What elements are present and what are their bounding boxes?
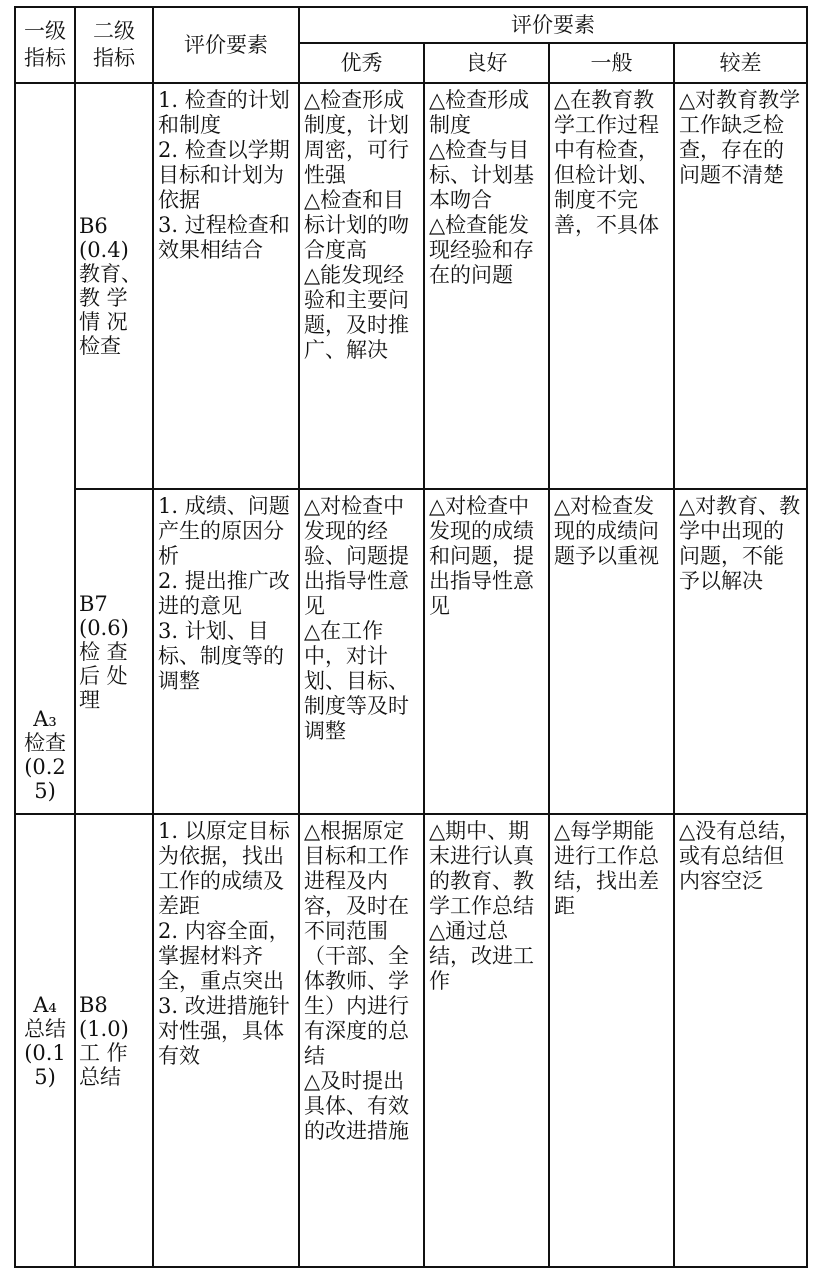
b7-code: B7 [79, 591, 108, 616]
b6-name-4: 检查 [79, 334, 121, 358]
b8-name-1: 工 作 [79, 1040, 128, 1065]
b6-excellent-1: △检查形成制度，计划周密，可行性强 [304, 88, 409, 187]
b7-poor [674, 489, 807, 814]
level1-a4-weight: (0.15) [24, 1040, 66, 1089]
b6-fair-1: △在教育教学工作过程中有检查，但检计划、制度不完善，不具体 [554, 88, 659, 237]
b6-weight: (0.4) [79, 238, 129, 262]
b8-good-2: △通过总结，改进工作 [429, 919, 534, 993]
b6-good-2: △检查与目标、计划基本吻合 [429, 138, 534, 212]
b8-excellent-1: △根据原定目标和工作进程及内容，及时在不同范围（干部、全体教师、学生）内进行有深度的总结 [304, 819, 409, 1068]
header-level2 [75, 7, 153, 83]
level2-b7 [75, 489, 153, 814]
b6-poor [674, 83, 807, 489]
b6-element-2: 2. 检查以学期目标和计划为依据 [158, 138, 290, 212]
header-grade-fair: 一般 [549, 43, 674, 83]
b8-good [424, 814, 549, 1267]
b6-elements [153, 83, 299, 489]
b8-element-2: 2. 内容全面，掌握材料齐全，重点突出 [158, 919, 290, 993]
b6-good [424, 83, 549, 489]
header-level1-line1: 一级 [24, 19, 66, 43]
b7-poor-1: △对教育、教学中出现的问题，不能予以解决 [679, 494, 801, 593]
b6-excellent-2: △检查和目标计划的吻合度高 [304, 188, 409, 262]
b8-elements [153, 814, 299, 1267]
b7-good-1: △对检查中发现的成绩和问题，提出指导性意见 [429, 494, 534, 618]
b6-name-1: 教育、 [79, 262, 142, 286]
header-elements: 评价要素 [153, 7, 299, 83]
b6-code: B6 [79, 214, 108, 238]
b8-element-3: 3. 改进措施针对性强，具体有效 [158, 994, 290, 1068]
level1-a4 [15, 814, 75, 1267]
b8-excellent-2: △及时提出具体、有效的改进措施 [304, 1069, 409, 1143]
b8-poor [674, 814, 807, 1267]
b7-element-1: 1. 成绩、问题产生的原因分析 [158, 494, 290, 568]
b7-name-2: 后 处 [79, 663, 128, 688]
header-group: 评价要素 [299, 7, 807, 43]
b7-excellent-1: △对检查中发现的经验、问题提出指导性意见 [304, 494, 409, 618]
b8-good-1: △期中、期末进行认真的教育、教学工作总结 [429, 819, 534, 918]
b6-good-1: △检查形成制度 [429, 88, 530, 137]
level1-a3-code: A₃ [33, 707, 57, 731]
b6-name-3: 情 况 [79, 310, 128, 334]
b8-fair [549, 814, 674, 1267]
b8-code: B8 [79, 992, 108, 1017]
header-level2-line2: 指标 [93, 46, 135, 70]
level1-a3 [15, 83, 75, 814]
b6-name-2: 教 学 [79, 286, 128, 310]
level1-a3-weight: (0.25) [24, 755, 66, 803]
level2-b6 [75, 83, 153, 489]
b8-poor-1: △没有总结，或有总结但内容空泛 [679, 819, 801, 893]
level1-a3-name: 检查 [24, 731, 66, 755]
b6-fair [549, 83, 674, 489]
header-grade-excellent: 优秀 [299, 43, 424, 83]
b8-element-1: 1. 以原定目标为依据，找出工作的成绩及差距 [158, 819, 290, 918]
b7-fair-1: △对检查发现的成绩问题予以重视 [554, 494, 659, 568]
b7-element-3: 3. 计划、目标、制度等的调整 [158, 619, 284, 693]
header-level1 [15, 7, 75, 83]
level1-a4-name: 总结 [24, 1016, 66, 1041]
b6-excellent [299, 83, 424, 489]
b8-fair-1: △每学期能进行工作总结，找出差距 [554, 819, 659, 918]
b7-element-2: 2. 提出推广改进的意见 [158, 569, 290, 618]
b8-excellent [299, 814, 424, 1267]
b7-name-3: 理 [79, 687, 100, 712]
level1-a4-code: A₄ [33, 992, 57, 1017]
b7-excellent-2: △在工作中，对计划、目标、制度等及时调整 [304, 619, 409, 743]
b7-name-1: 检 查 [79, 639, 128, 664]
header-grade-good: 良好 [424, 43, 549, 83]
b7-good [424, 489, 549, 814]
b6-element-1: 1. 检查的计划和制度 [158, 88, 290, 137]
b7-excellent [299, 489, 424, 814]
header-level2-line1: 二级 [93, 19, 135, 43]
b6-poor-1: △对教育教学工作缺乏检查，存在的问题不清楚 [679, 88, 801, 187]
level2-b8 [75, 814, 153, 1267]
b8-name-2: 总结 [79, 1064, 121, 1089]
b6-element-3: 3. 过程检查和效果相结合 [158, 213, 290, 262]
evaluation-table [14, 6, 808, 1268]
b6-good-3: △检查能发现经验和存在的问题 [429, 213, 534, 287]
b6-excellent-3: △能发现经验和主要问题，及时推广、解决 [304, 263, 409, 362]
header-grade-poor: 较差 [674, 43, 807, 83]
header-level1-line2: 指标 [24, 46, 66, 70]
b7-weight: (0.6) [79, 615, 129, 640]
b7-elements [153, 489, 299, 814]
b7-fair [549, 489, 674, 814]
b8-weight: (1.0) [79, 1016, 129, 1041]
